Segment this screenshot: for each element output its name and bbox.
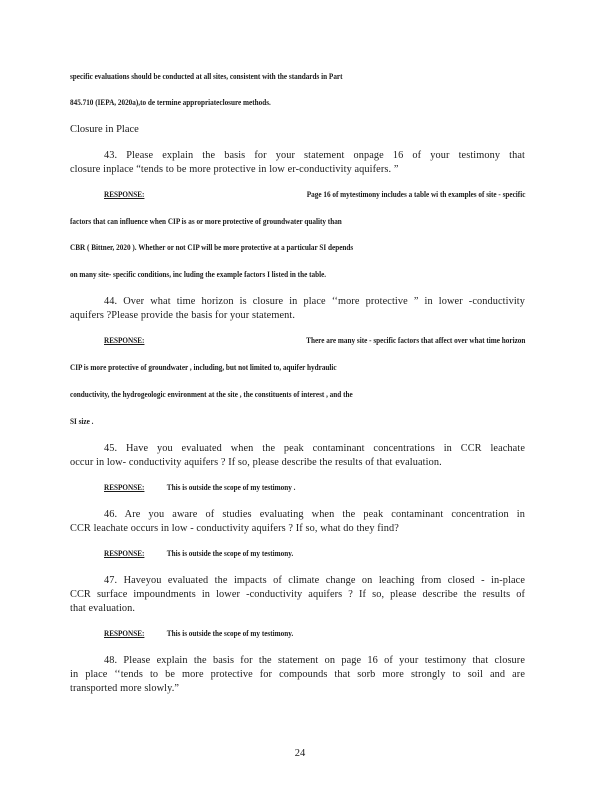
response-43-line: CBR ( Bittner, 2020 ). Whether or not CIP will be more protective at a particular SI depends: [70, 243, 354, 252]
question-46-line: 46. Are you aware of studies evaluating when the peak contaminant concentration in: [104, 509, 525, 520]
question-44-line: 44. Over what time horizon is closure in place ‘‘more protective ” in lower -conductivity: [104, 296, 525, 307]
question-47-line: 47. Haveyou evaluated the impacts of climate change on leaching from closed - in-place: [104, 575, 525, 586]
question-45-line: 45. Have you evaluated when the peak contaminant concentrations in CCR leachate: [104, 443, 525, 454]
question-48-line: transported more slowly.”: [70, 683, 180, 694]
response-44-line: CIP is more protective of groundwater , including, but not limited to, aquifer hydraulic: [70, 363, 337, 372]
response-44-line: SI size .: [70, 417, 94, 426]
page-number: 24: [294, 748, 306, 759]
response-text: Page 16 of mytestimony includes a table wi th examples of site - specific: [306, 190, 526, 199]
question-47-line: CCR surface impoundments in lower -conductivity aquifers ? If so, please describe the results of: [70, 589, 525, 600]
question-47-line: that evaluation.: [70, 603, 136, 614]
response-text: There are many site - specific factors that affect over what time horizon: [306, 336, 526, 345]
response-label: RESPONSE:: [104, 629, 145, 638]
response-44-line: [104, 336, 525, 345]
question-43-line: closure inplace “tends to be more protective in low er-conductivity aquifers. ”: [70, 164, 399, 175]
body-line: specific evaluations should be conducted at all sites, consistent with the standards in Part: [70, 72, 343, 81]
question-48-line: 48. Please explain the basis for the statement on page 16 of your testimony that closure: [104, 655, 525, 666]
response-label: RESPONSE:: [104, 336, 145, 345]
response-label: RESPONSE:: [104, 190, 145, 199]
body-line: 845.710 (IEPA, 2020a),to de termine appropriateclosure methods.: [70, 98, 271, 107]
question-48-line: in place ‘‘tends to be more protective for compounds that sorb more strongly to soil and are: [70, 669, 525, 680]
question-45-line: occur in low- conductivity aquifers ? If so, please describe the results of that evaluation.: [70, 457, 442, 468]
question-44-line: aquifers ?Please provide the basis for your statement.: [70, 310, 295, 321]
response-text: This is outside the scope of my testimony .: [166, 483, 296, 492]
question-46-line: CCR leachate occurs in low - conductivity aquifers ? If so, what do they find?: [70, 523, 399, 534]
question-43-line: 43. Please explain the basis for your statement onpage 16 of your testimony that: [104, 150, 525, 161]
response-43-line: factors that can influence when CIP is as or more protective of groundwater quality than: [70, 217, 342, 226]
response-label: RESPONSE:: [104, 549, 145, 558]
response-46-line: [104, 549, 525, 558]
response-text: This is outside the scope of my testimony.: [166, 629, 294, 638]
response-label: RESPONSE:: [104, 483, 145, 492]
response-text: This is outside the scope of my testimony.: [166, 549, 294, 558]
response-45-line: [104, 483, 525, 492]
response-47-line: [104, 629, 525, 638]
response-44-line: conductivity, the hydrogeologic environment at the site , the constituents of interest , and the: [70, 390, 353, 399]
section-heading: Closure in Place: [70, 124, 139, 135]
response-43-line: [104, 190, 525, 199]
response-43-line: on many site- specific conditions, inc luding the example factors I listed in the table.: [70, 270, 327, 279]
